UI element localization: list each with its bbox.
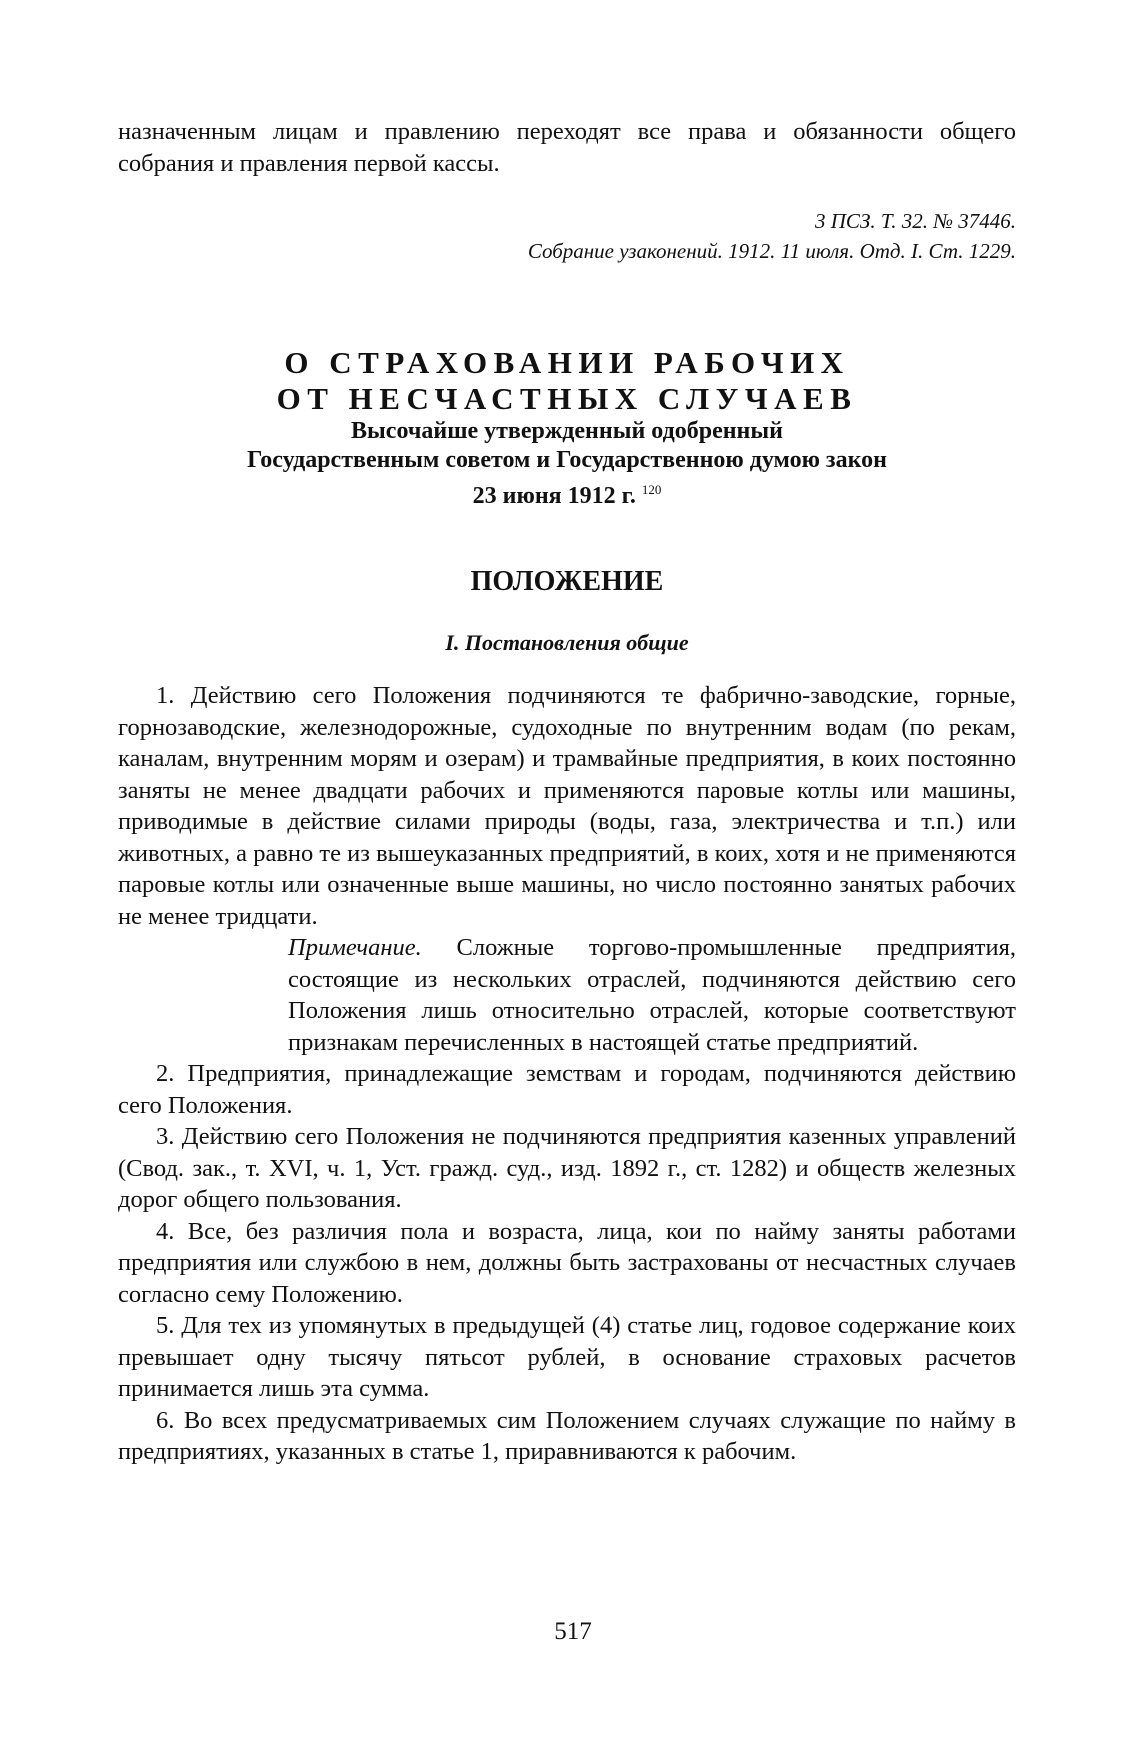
law-title: [118, 345, 1016, 511]
source-citation: [528, 206, 1016, 266]
title-line-5: [118, 475, 1016, 511]
note-label: Примечание.: [288, 934, 422, 961]
source-line-1: 3 ПСЗ. Т. 32. № 37446.: [815, 209, 1016, 233]
continuation-paragraph: назначенным лицам и правлению переходят все права и обязанности общего собрания и правления первой кассы.: [118, 118, 1016, 177]
article-2: 2. Предприятия, принадлежащие земствам и городам, подчиняются действию сего Положения.: [118, 1060, 1016, 1119]
article-1-note: [288, 932, 1016, 1058]
footnote-ref: 120: [641, 482, 662, 497]
title-date: 23 июня 1912 г.: [472, 483, 636, 509]
heading-polozhenie: ПОЛОЖЕНИЕ: [470, 566, 664, 597]
source-line-2: Собрание узаконений. 1912. 11 июля. Отд. I. Ст. 1229.: [527, 239, 1016, 263]
articles-list: [118, 680, 1016, 1468]
title-line-1: О СТРАХОВАНИИ РАБОЧИХ: [284, 345, 850, 380]
title-line-2: ОТ НЕСЧАСТНЫХ СЛУЧАЕВ: [276, 381, 858, 416]
page-number: 517: [554, 1618, 592, 1645]
article-6: 6. Во всех предусматриваемых сим Положением случаях служащие по найму в предприятиях, указанных в статье 1, приравниваются к рабочим.: [118, 1406, 1016, 1465]
article-5: 5. Для тех из упомянутых в предыдущей (4) статье лиц, годовое содержание коих превышает одну тысячу пятьсот рублей, в основание страховых расчетов принимается лишь эта сумма.: [118, 1312, 1016, 1402]
article-1: 1. Действию сего Положения подчиняются те фабрично-заводские, горные, горнозаводские, железнодорожные, судоходные по внутренним водам (по рекам, каналам, внутренним морям и озерам) и трамвайные предприятия, в коих постоянно заняты не менее двадцати рабочих и применяются паровые котлы или машины, приводимые в действие силами природы (воды, газа, электричества и т.п.) или животных, а равно те из вышеуказанных предприятий, в коих, хотя и не применяются паровые котлы или означенные выше машины, но число постоянно занятых рабочих не менее тридцати.: [118, 682, 1016, 930]
title-line-4: Государственным советом и Государственною думою закон: [247, 447, 887, 473]
article-4: 4. Все, без различия пола и возраста, лица, кои по найму заняты работами предприятия или службою в нем, должны быть застрахованы от несчастных случаев согласно сему Положению.: [118, 1217, 1016, 1308]
title-line-3: Высочайше утвержденный одобренный: [351, 418, 783, 444]
section-title: I. Постановления общие: [445, 630, 689, 655]
article-3: 3. Действию сего Положения не подчиняются предприятия казенных управлений (Свод. зак., т. XVI, ч. 1, Уст. гражд. суд., изд. 1892 г., ст. 1282) и обществ железных дорог общего пользования.: [118, 1123, 1016, 1213]
note-text: Сложные торгово-промышленные предприятия, состоящие из нескольких отраслей, подчиняются действию сего Положения лишь относительно отраслей, которые соответствуют признакам перечисленных в настоящей статье предприятий.: [288, 934, 1016, 1056]
